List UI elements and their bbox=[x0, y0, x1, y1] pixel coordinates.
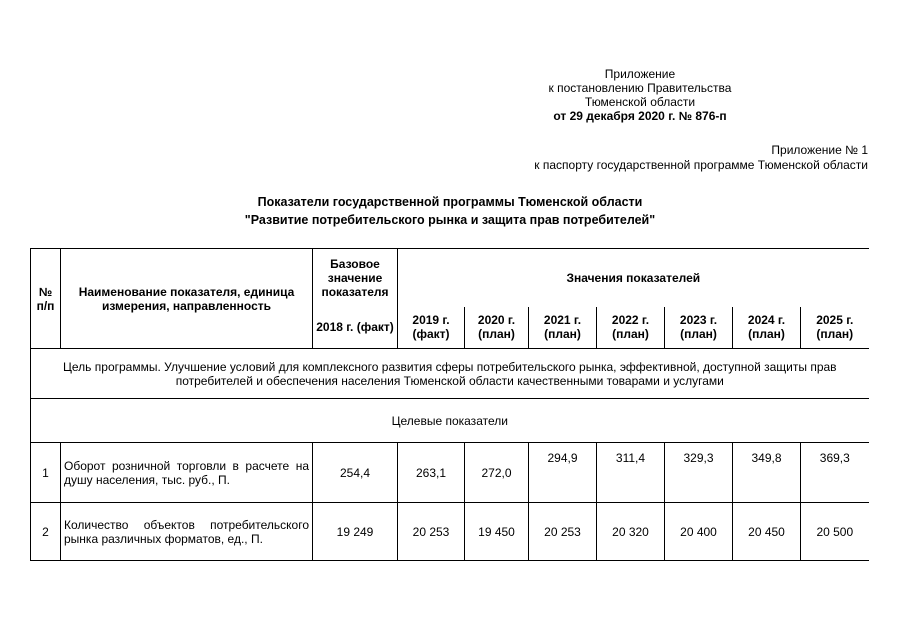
row-value: 20 400 bbox=[665, 503, 733, 561]
indicators-table bbox=[30, 248, 869, 561]
row-num: 1 bbox=[31, 443, 61, 503]
row-value: 369,3 bbox=[801, 443, 869, 503]
header-decree-line: от 29 декабря 2020 г. № 876-п bbox=[553, 109, 727, 123]
year-header: 2021 г. (план) bbox=[529, 307, 597, 349]
header-line-2: к постановлению Правительства bbox=[548, 81, 732, 95]
row-value: 311,4 bbox=[597, 443, 665, 503]
row-value: 19 450 bbox=[465, 503, 529, 561]
row-num: 2 bbox=[31, 503, 61, 561]
row-name: Оборот розничной торговли в расчете на душу населения, тыс. руб., П. bbox=[61, 443, 313, 503]
year-header: 2020 г. (план) bbox=[465, 307, 529, 349]
document-header bbox=[480, 67, 800, 123]
header-line-3: Тюменской области bbox=[584, 95, 696, 109]
program-goal: Цель программы. Улучшение условий для комплексного развития сферы потребительского рынка, эффективной, доступной защиты прав потребителей и обеспечения населения Тюменской области качественными товарами и услугами bbox=[31, 349, 869, 399]
row-value: 329,3 bbox=[665, 443, 733, 503]
title-line-1: Показатели государственной программы Тюменской области bbox=[257, 195, 643, 209]
annex-reference bbox=[430, 143, 868, 173]
document-title bbox=[130, 193, 770, 229]
section-target-indicators: Целевые показатели bbox=[31, 399, 869, 443]
year-header: 2023 г. (план) bbox=[665, 307, 733, 349]
row-value: 349,8 bbox=[733, 443, 801, 503]
row-value: 19 249 bbox=[313, 503, 398, 561]
annex-line-1: Приложение № 1 bbox=[771, 143, 868, 157]
title-line-2: "Развитие потребительского рынка и защита прав потребителей" bbox=[244, 213, 656, 227]
col-header-values: Значения показателей bbox=[398, 249, 869, 307]
col-header-base: Базовое значение показателя bbox=[313, 249, 398, 307]
row-value: 263,1 bbox=[398, 443, 465, 503]
row-value: 20 450 bbox=[733, 503, 801, 561]
year-header: 2024 г. (план) bbox=[733, 307, 801, 349]
year-header: 2025 г. (план) bbox=[801, 307, 869, 349]
row-value: 20 320 bbox=[597, 503, 665, 561]
row-value: 294,9 bbox=[529, 443, 597, 503]
row-value: 272,0 bbox=[465, 443, 529, 503]
table-row bbox=[31, 503, 869, 561]
row-value: 20 253 bbox=[398, 503, 465, 561]
year-header: 2022 г. (план) bbox=[597, 307, 665, 349]
year-header: 2019 г. (факт) bbox=[398, 307, 465, 349]
table-row bbox=[31, 443, 869, 503]
annex-line-2: к паспорту государственной программе Тюменской области bbox=[534, 158, 868, 172]
header-line-1: Приложение bbox=[604, 67, 676, 81]
col-header-num: № п/п bbox=[31, 249, 61, 349]
row-value: 20 253 bbox=[529, 503, 597, 561]
row-value: 20 500 bbox=[801, 503, 869, 561]
row-name: Количество объектов потребительского рынка различных форматов, ед., П. bbox=[61, 503, 313, 561]
year-header: 2018 г. (факт) bbox=[313, 307, 398, 349]
col-header-name: Наименование показателя, единица измерения, направленность bbox=[61, 249, 313, 349]
row-value: 254,4 bbox=[313, 443, 398, 503]
